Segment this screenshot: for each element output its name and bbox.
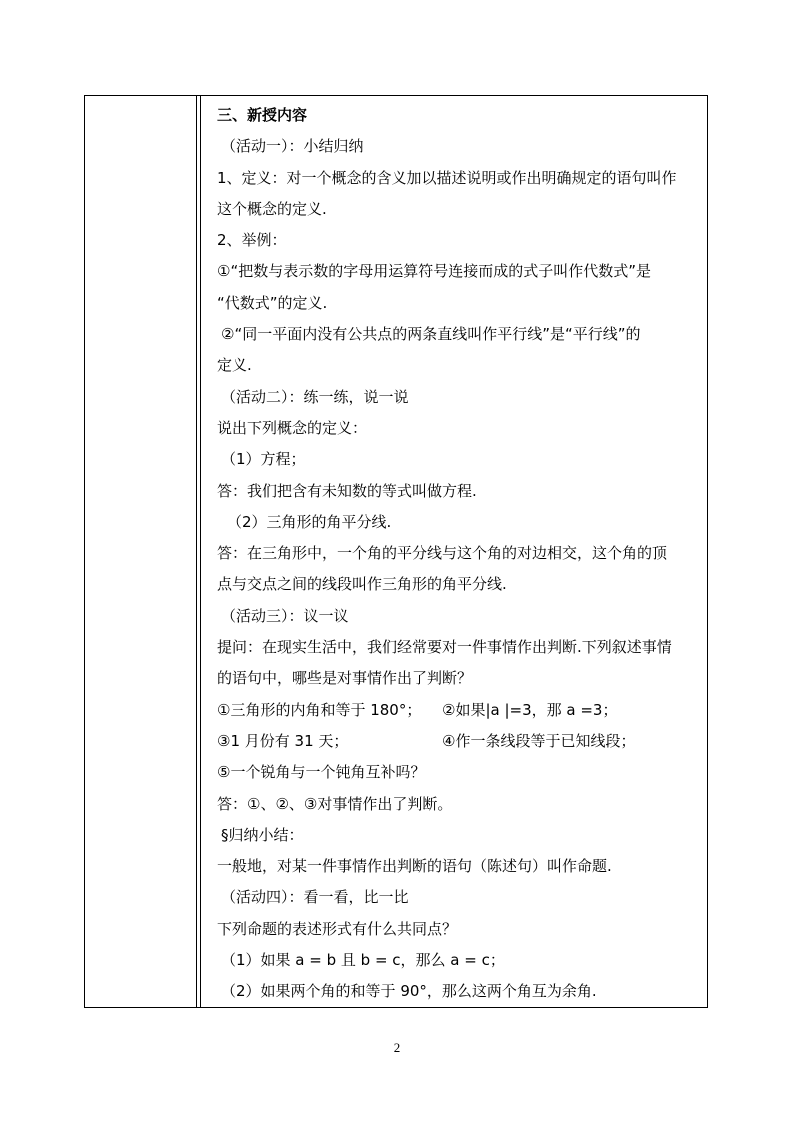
text-line: 2、举例： [217, 231, 287, 250]
text-line: 定义. [217, 356, 252, 375]
section-title: 三、新授内容 [217, 106, 308, 124]
text-line: 说出下列概念的定义： [217, 418, 368, 437]
statement-pair [217, 726, 707, 757]
text-line: （1）方程； [221, 450, 306, 469]
activity-heading: （活动三）：议一议 [221, 606, 349, 625]
answer-line: 答：①、②、③对事情作出了判断。 [217, 794, 453, 813]
text-line: ②“同一平面内没有公共点的两条直线叫作平行线”是“平行线”的 [221, 325, 641, 344]
text-line: ①“把数与表示数的字母用运算符号连接而成的式子叫作代数式”是 [217, 262, 651, 281]
statement-item: ⑤一个锐角与一个钝角互补吗？ [217, 763, 426, 782]
column-divider-inner [200, 96, 201, 1007]
activity-heading: （活动一）：小结归纳 [221, 137, 364, 156]
statement-item: ③1 月份有 31 天； [217, 731, 349, 750]
lesson-table [84, 95, 708, 1008]
statement-item: ①三角形的内角和等于 180°； [217, 700, 422, 719]
statement-item: ②如果|a |=3，那 a =3； [442, 700, 618, 719]
statement-pair [217, 695, 707, 726]
text-line: 提问：在现实生活中，我们经常要对一件事情作出判断.下列叙述事情 [217, 638, 672, 657]
answer-line: 答：在三角形中，一个角的平分线与这个角的对边相交，这个角的顶 [217, 544, 668, 563]
summary-heading: §归纳小结： [221, 825, 304, 844]
text-line: 这个概念的定义. [217, 199, 327, 218]
text-line: 点与交点之间的线段叫作三角形的角平分线. [217, 575, 507, 594]
text-line: 的语句中，哪些是对事情作出了判断？ [217, 669, 473, 688]
text-line: （2）如果两个角的和等于 90°，那么这两个角互为余角. [221, 982, 597, 1001]
text-line: “代数式”的定义. [217, 293, 328, 312]
answer-line: 答：我们把含有未知数的等式叫做方程. [217, 481, 477, 500]
text-line: 下列命题的表述形式有什么共同点？ [217, 919, 458, 938]
lesson-content [217, 100, 707, 1008]
column-divider [196, 96, 197, 1007]
text-line: （2）三角形的角平分线. [227, 512, 392, 531]
statement-item: ④作一条线段等于已知线段； [442, 731, 636, 750]
text-line: 一般地，对某一件事情作出判断的语句（陈述句）叫作命题. [217, 857, 612, 876]
page-number: 2 [393, 1040, 401, 1055]
activity-heading: （活动四）：看一看，比一比 [221, 888, 409, 907]
activity-heading: （活动二）：练一练，说一说 [221, 387, 409, 406]
text-line: （1）如果 a = b 且 b = c，那么 a = c； [221, 951, 505, 970]
left-column [85, 96, 196, 1007]
text-line: 1、定义：对一个概念的含义加以描述说明或作出明确规定的语句叫作 [217, 168, 677, 187]
